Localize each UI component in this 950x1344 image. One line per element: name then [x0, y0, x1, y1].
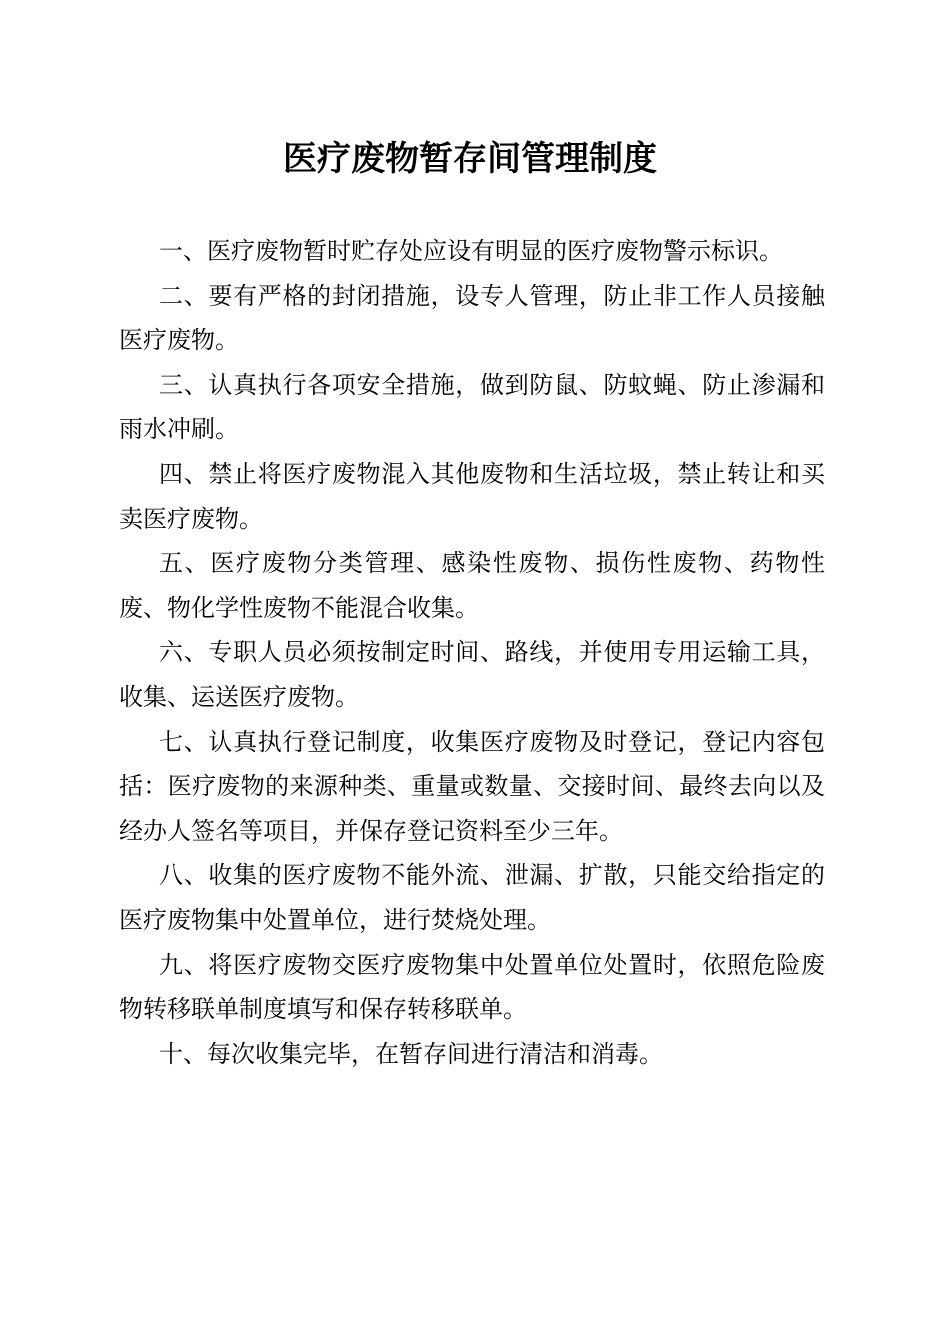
- clause-7: 七、认真执行登记制度，收集医疗废物及时登记，登记内容包括：医疗废物的来源种类、重量或数量、交接时间、最终去向以及经办人签名等项目，并保存登记资料至少三年。: [119, 727, 825, 845]
- clause-2: 二、要有严格的封闭措施，设专人管理，防止非工作人员接触医疗废物。: [119, 281, 825, 355]
- clause-6: 六、专职人员必须按制定时间、路线，并使用专用运输工具，收集、运送医疗废物。: [119, 638, 825, 711]
- clause-9: 九、将医疗废物交医疗废物集中处置单位处置时，依照危险废物转移联单制度填写和保存转移联单。: [119, 950, 825, 1024]
- clause-1: 一、医疗废物暂时贮存处应设有明显的医疗废物警示标识。: [159, 237, 783, 265]
- document-title: 医疗废物暂存间管理制度: [283, 139, 657, 179]
- clause-5: 五、医疗废物分类管理、感染性废物、损伤性废物、药物性废、物化学性废物不能混合收集。: [119, 549, 825, 622]
- document-body: [119, 229, 825, 1076]
- clause-10: 十、每次收集完毕，在暂存间进行清洁和消毒。: [159, 1039, 663, 1068]
- clause-4: 四、禁止将医疗废物混入其他废物和生活垃圾，禁止转让和买卖医疗废物。: [119, 459, 825, 533]
- clause-8: 八、收集的医疗废物不能外流、泄漏、扩散，只能交给指定的医疗废物集中处置单位，进行焚烧处理。: [119, 861, 825, 934]
- clause-3: 三、认真执行各项安全措施，做到防鼠、防蚊蝇、防止渗漏和雨水冲刷。: [119, 370, 825, 444]
